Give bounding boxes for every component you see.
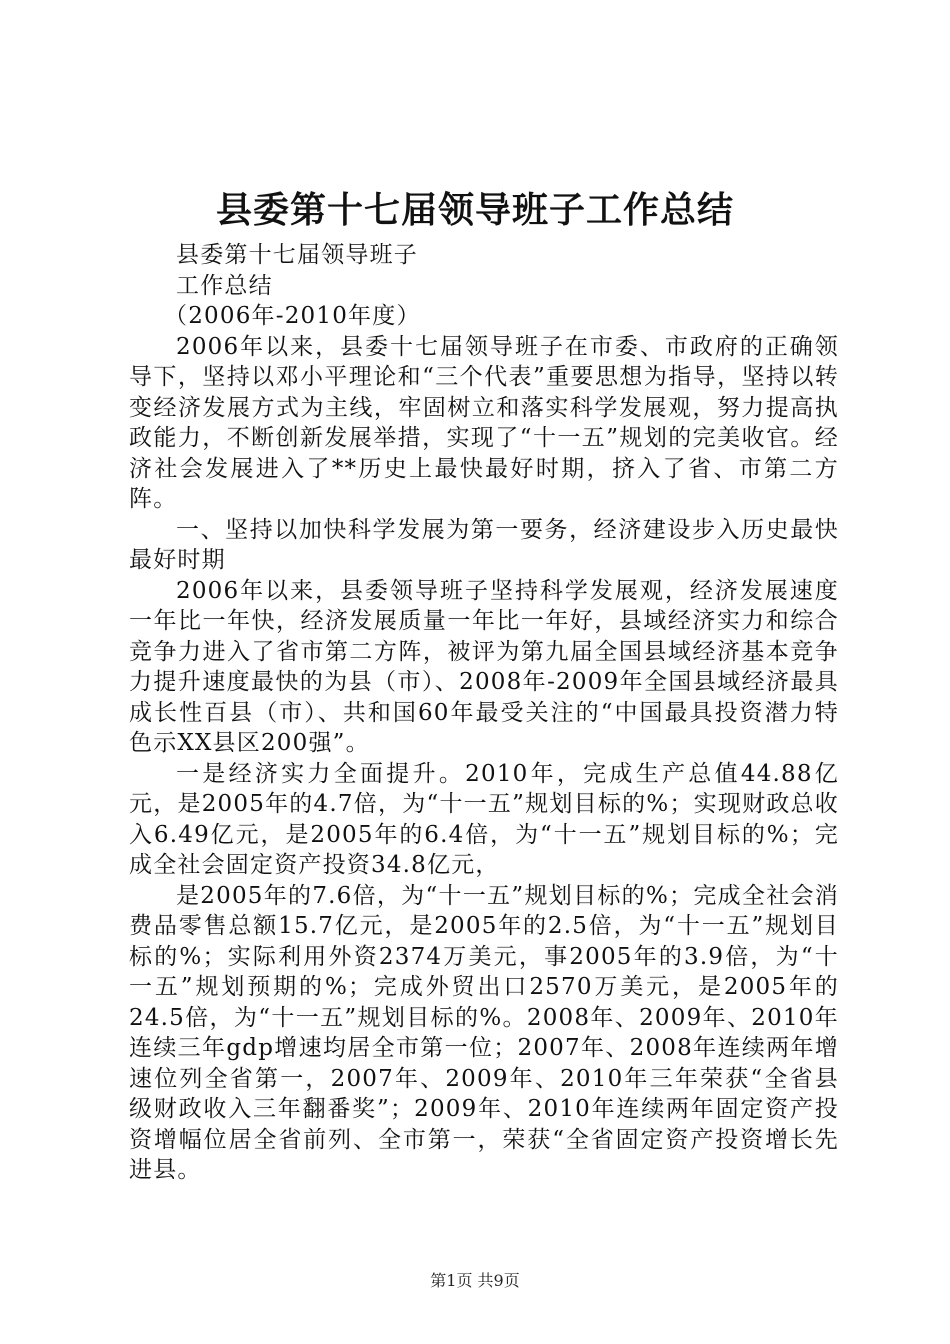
subtitle-years: （2006年-2010年度） xyxy=(164,303,421,329)
page-footer: 第1页 共9页 xyxy=(430,1271,520,1290)
section-heading-1: 一、坚持以加快科学发展为第一要务，经济建设步入历史最快最好时期 xyxy=(129,516,839,573)
subtitle-line-2: 工作总结 xyxy=(176,272,273,299)
paragraph-intro: 2006年以来，县委十七届领导班子在市委、市政府的正确领导下，坚持以邓小平理论和“三个代表”重要思想为指导，坚持以转变经济发展方式为主线，牢固树立和落实科学发展观，努力提高执政能力，不断创新发展举措，实现了“十一五”规划的完美收官。经济社会发展进入了**历史上最快最好时期，挤入了省、市第二方阵。 xyxy=(129,333,839,512)
document-title: 县委第十七届领导班子工作总结 xyxy=(215,189,734,231)
paragraph-economic-strength: 一是经济实力全面提升。2010年，完成生产总值44.88亿元，是2005年的4.7倍，为“十一五”规划目标的%；实现财政总收入6.49亿元，是2005年的6.4倍，为“十一五”规划目标的%；完成全社会固定资产投资34.8亿元， xyxy=(129,760,839,878)
paragraph-section-1: 2006年以来，县委领导班子坚持科学发展观，经济发展速度一年比一年快，经济发展质量一年比一年好，县域经济实力和综合竞争力进入了省市第二方阵，被评为第九届全国县域经济基本竞争力提升速度最快的为县（市）、2008年-2009年全国县域经济最具成长性百县（市）、共和国60年最受关注的“中国最具投资潜力特色示XX县区200强”。 xyxy=(129,577,839,756)
paragraph-economic-details: 是2005年的7.6倍，为“十一五”规划目标的%；完成全社会消费品零售总额15.7亿元，是2005年的2.5倍，为“十一五”规划目标的%；实际利用外资2374万美元，事2005年的3.9倍，为“十一五”规划预期的%；完成外贸出口2570万美元，是2005年的24.5倍，为“十一五”规划目标的%。2008年、2009年、2010年连续三年gdp增速均居全市第一位；2007年、2008年连续两年增速位列全省第一，2007年、2009年、2010年三年荣获“全省县级财政收入三年翻番奖”；2009年、2010年连续两年固定资产投资增幅位居全省前列、全市第一，荣获“全省固定资产投资增长先进县。 xyxy=(129,882,839,1183)
document-body xyxy=(129,240,839,1186)
subtitle-line-1: 县委第十七届领导班子 xyxy=(176,242,418,268)
